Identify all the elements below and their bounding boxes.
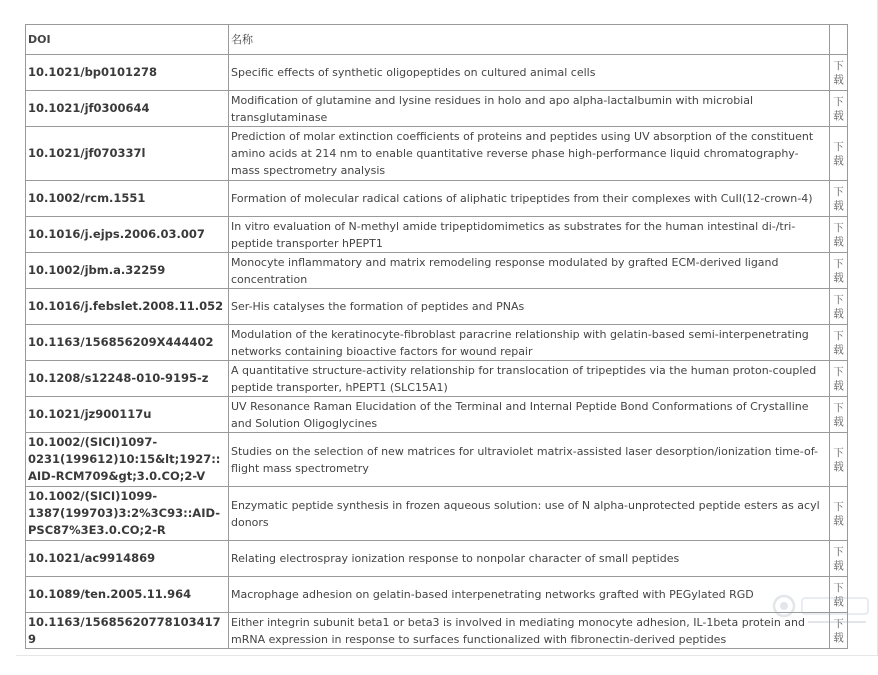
table-row: [26, 181, 848, 217]
download-link[interactable]: [830, 577, 848, 613]
download-label: 下载: [833, 95, 844, 122]
download-label: 下载: [833, 401, 844, 428]
download-label: 下载: [833, 617, 844, 644]
title-cell: Ser-His catalyses the formation of peptides and PNAs: [229, 289, 830, 325]
doi-cell: 10.1016/j.febslet.2008.11.052: [26, 289, 229, 325]
table-row: [26, 541, 848, 577]
table-row: [26, 55, 848, 91]
download-label: 下载: [833, 446, 844, 473]
doi-cell: 10.1163/156856207781034179: [26, 613, 229, 649]
doi-cell: 10.1021/jf0300644: [26, 91, 229, 127]
title-cell: Studies on the selection of new matrices for ultraviolet matrix-assisted laser desorption/ionization time-of-flight mass spectrometry: [229, 433, 830, 487]
doi-cell: 10.1021/jf070337l: [26, 127, 229, 181]
download-link[interactable]: [830, 541, 848, 577]
download-link[interactable]: [830, 325, 848, 361]
title-cell: Either integrin subunit beta1 or beta3 is involved in mediating monocyte adhesion, IL-1beta protein and mRNA expression in response to surfaces functionalized with fibronectin-derived peptides: [229, 613, 830, 649]
download-label: 下载: [833, 581, 844, 608]
download-label: 下载: [833, 365, 844, 392]
table-row: [26, 613, 848, 649]
download-link[interactable]: [830, 181, 848, 217]
title-cell: In vitro evaluation of N-methyl amide tripeptidomimetics as substrates for the human intestinal di-/tri-peptide transporter hPEPT1: [229, 217, 830, 253]
title-cell: UV Resonance Raman Elucidation of the Terminal and Internal Peptide Bond Conformations of Crystalline and Solution Oligoglycines: [229, 397, 830, 433]
download-label: 下载: [833, 59, 844, 86]
title-cell: Monocyte inflammatory and matrix remodeling response modulated by grafted ECM-derived ligand concentration: [229, 253, 830, 289]
doi-cell: 10.1002/(SICI)1099-1387(199703)3:2%3C93::AID-PSC87%3E3.0.CO;2-R: [26, 487, 229, 541]
table-row: [26, 577, 848, 613]
download-link[interactable]: [830, 127, 848, 181]
title-cell: Specific effects of synthetic oligopeptides on cultured animal cells: [229, 55, 830, 91]
table-row: [26, 91, 848, 127]
doi-cell: 10.1002/rcm.1551: [26, 181, 229, 217]
download-link[interactable]: [830, 55, 848, 91]
download-link[interactable]: [830, 433, 848, 487]
table-header-row: [26, 25, 848, 55]
doi-column-header: DOI: [26, 25, 229, 55]
doi-cell: 10.1089/ten.2005.11.964: [26, 577, 229, 613]
doi-cell: 10.1016/j.ejps.2006.03.007: [26, 217, 229, 253]
doi-cell: 10.1021/bp0101278: [26, 55, 229, 91]
download-link[interactable]: [830, 361, 848, 397]
download-label: 下载: [833, 185, 844, 212]
table-row: [26, 253, 848, 289]
download-label: 下载: [833, 257, 844, 284]
download-label: 下载: [833, 140, 844, 167]
title-cell: Enzymatic peptide synthesis in frozen aqueous solution: use of N alpha-unprotected peptide esters as acyl donors: [229, 487, 830, 541]
download-label: 下载: [833, 221, 844, 248]
doi-cell: 10.1021/jz900117u: [26, 397, 229, 433]
download-link[interactable]: [830, 289, 848, 325]
table-row: [26, 217, 848, 253]
doi-cell: 10.1021/ac9914869: [26, 541, 229, 577]
title-cell: Formation of molecular radical cations of aliphatic tripeptides from their complexes with CuII(12-crown-4): [229, 181, 830, 217]
doi-cell: 10.1163/156856209X444402: [26, 325, 229, 361]
download-link[interactable]: [830, 487, 848, 541]
download-label: 下载: [833, 293, 844, 320]
doi-cell: 10.1002/jbm.a.32259: [26, 253, 229, 289]
doi-cell: 10.1002/(SICI)1097-0231(199612)10:15&lt;1927::AID-RCM709&gt;3.0.CO;2-V: [26, 433, 229, 487]
download-column-header: [830, 25, 848, 55]
title-cell: Prediction of molar extinction coefficients of proteins and peptides using UV absorption of the constituent amino acids at 214 nm to enable quantitative reverse phase high-performance liquid chromatography-mass spectrometry analysis: [229, 127, 830, 181]
table-row: [26, 127, 848, 181]
table-row: [26, 397, 848, 433]
download-link[interactable]: [830, 91, 848, 127]
title-cell: A quantitative structure-activity relationship for translocation of tripeptides via the human proton-coupled peptide transporter, hPEPT1 (SLC15A1): [229, 361, 830, 397]
table-row: [26, 433, 848, 487]
download-link[interactable]: [830, 613, 848, 649]
title-cell: Relating electrospray ionization response to nonpolar character of small peptides: [229, 541, 830, 577]
download-label: 下载: [833, 545, 844, 572]
name-column-header: 名称: [229, 25, 830, 55]
download-link[interactable]: [830, 397, 848, 433]
doi-cell: 10.1208/s12248-010-9195-z: [26, 361, 229, 397]
doi-table: [25, 24, 848, 649]
download-label: 下载: [833, 500, 844, 527]
download-label: 下载: [833, 329, 844, 356]
table-row: [26, 289, 848, 325]
title-cell: Modification of glutamine and lysine residues in holo and apo alpha-lactalbumin with microbial transglutaminase: [229, 91, 830, 127]
table-row: [26, 487, 848, 541]
title-cell: Macrophage adhesion on gelatin-based interpenetrating networks grafted with PEGylated RGD: [229, 577, 830, 613]
table-row: [26, 361, 848, 397]
download-link[interactable]: [830, 253, 848, 289]
title-cell: Modulation of the keratinocyte-fibroblast paracrine relationship with gelatin-based semi-interpenetrating networks containing bioactive factors for wound repair: [229, 325, 830, 361]
table-row: [26, 325, 848, 361]
download-link[interactable]: [830, 217, 848, 253]
